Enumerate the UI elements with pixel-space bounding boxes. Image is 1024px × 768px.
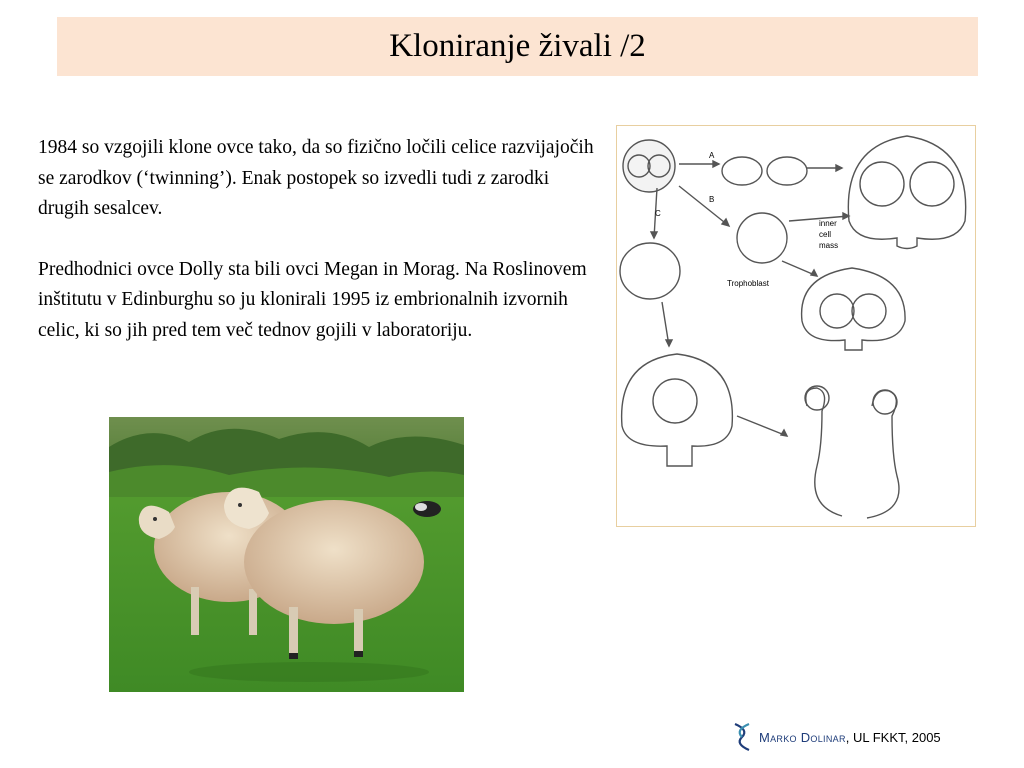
title-bar (57, 17, 978, 76)
embryo-twinning-diagram (616, 125, 976, 527)
label-trophoblast: Trophoblast (727, 279, 769, 288)
label-a: A (709, 151, 715, 160)
label-cell: cell (819, 230, 832, 239)
body-text (38, 133, 603, 376)
footer (731, 722, 941, 752)
slide-title: Kloniranje živali /2 (389, 28, 646, 64)
label-inner: inner (819, 219, 837, 228)
label-c: C (655, 209, 661, 218)
footer-author: Marko Dolinar (759, 729, 846, 745)
sheep-photo (109, 417, 464, 692)
dna-helix-icon (731, 722, 753, 752)
paragraph-megan-morag: Predhodnici ovce Dolly sta bili ovci Megan in Morag. Na Roslinovem inštitutu v Edinburghu so ju klonirali 1995 iz embrionalnih izvornih celic, ki so jih pred tem več tednov gojili v laboratoriju. (38, 258, 587, 341)
footer-affiliation: , UL FKKT, 2005 (845, 729, 941, 745)
label-mass: mass (819, 241, 839, 250)
paragraph-twinning: 1984 so vzgojili klone ovce tako, da so fizično ločili celice razvijajočih se zarodkov (‘twinning’). Enak postopek so izvedli tudi z zarodki drugih sesalcev. (38, 137, 594, 219)
label-b: B (709, 195, 715, 204)
